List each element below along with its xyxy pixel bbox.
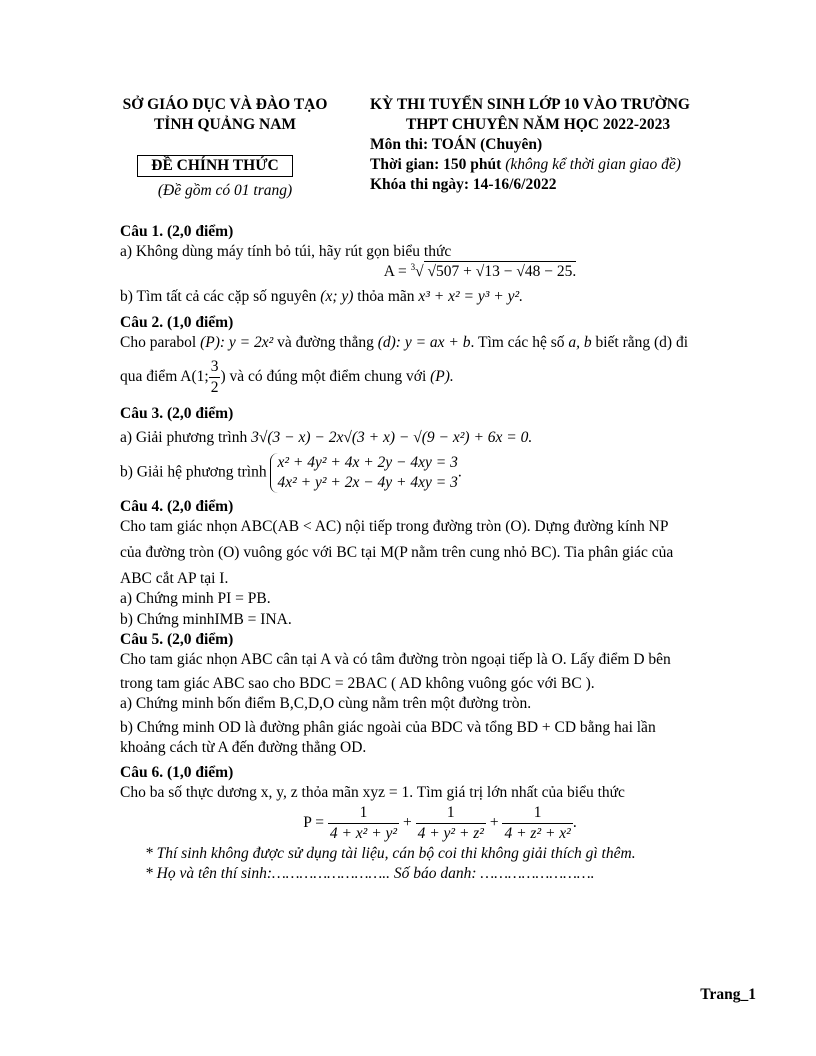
province-name: TỈNH QUẢNG NAM	[153, 116, 297, 133]
time-line	[370, 155, 770, 175]
q3-b-text: b) Giải hệ phương trình x² + 4y² + 4x + 2y − 4xy = 3 4x² + y² + 2x − 4y + 4xy = 3 .	[120, 453, 760, 493]
q6-line1: Cho ba số thực dương x, y, z thỏa mãn xyz = 1. Tìm giá trị lớn nhất của biểu thức	[120, 783, 625, 801]
q4-a: a) Chứng minh PI = PB.	[120, 590, 271, 608]
q6-title: Câu 6. (1,0 điểm)	[120, 763, 234, 781]
q3-a-text: a) Giải phương trình 3√(3 − x) − 2x√(3 + x) − √(9 − x²) + 6x = 0.	[120, 429, 533, 447]
q1-title: Câu 1. (2,0 điểm)	[120, 223, 234, 240]
equation-system: x² + 4y² + 4x + 2y − 4xy = 3 4x² + y² + 2x − 4y + 4xy = 3	[270, 453, 457, 493]
official-badge: ĐỀ CHÍNH THỨC	[137, 155, 293, 177]
q5-line2: trong tam giác ABC sao cho BDC = 2BAC ( AD không vuông góc với BC ).	[120, 674, 595, 692]
q2-line1: Cho parabol (P): y = 2x² và đường thẳng (d): y = ax + b. Tìm các hệ số a, b biết rằng (d) đi	[120, 333, 689, 351]
q2-line2: qua điểm A(1; $\frac{3}{2}$ ) và có đúng một điểm chung với (P).	[120, 357, 760, 398]
exam-title: KỲ THI TUYỂN SINH LỚP 10 VÀO TRƯỜNG	[370, 96, 690, 113]
page-count-note: (Đề gồm có 01 trang)	[157, 182, 293, 199]
fraction-term-1: $\frac{1}{\text{4 + x² + y²}}$	[329, 803, 398, 842]
q5-a: a) Chứng minh bốn điểm B,C,D,O cùng nằm trên một đường tròn.	[120, 695, 532, 713]
department-name: SỞ GIÁO DỤC VÀ ĐÀO TẠO	[122, 96, 328, 113]
q5-b-line1: b) Chứng minh OD là đường phân giác ngoài của BDC và tổng BD + CD bằng hai lần	[120, 719, 656, 737]
fraction-term-3: $\frac{1}{\text{4 + z² + x²}}$	[504, 803, 571, 842]
exam-header	[0, 95, 816, 205]
q2-title: Câu 2. (1,0 điểm)	[120, 313, 234, 331]
q6-expression: P = $\frac{1}{\text{4 + x² + y²}}$ + $\frac{1}{\text{4 + y² + z²}}$ + $\frac{1}{\text{4 + z² + x²}}$ .	[120, 803, 760, 844]
q5-b-line2: khoảng cách từ A đến đường thẳng OD.	[120, 739, 367, 757]
q1-a-text: a) Không dùng máy tính bỏ túi, hãy rút gọn biểu thức	[120, 243, 452, 261]
time-note: (không kể thời gian giao đề)	[505, 156, 681, 173]
q4-title: Câu 4. (2,0 điểm)	[120, 497, 234, 515]
q1-b-text: b) Tìm tất cả các cặp số nguyên (x; y) thỏa mãn x³ + x² = y³ + y².	[120, 287, 524, 305]
q4-line3: ABC cắt AP tại I.	[120, 570, 229, 588]
q5-title: Câu 5. (2,0 điểm)	[120, 630, 234, 648]
subject-line: Môn thi: TOÁN (Chuyên)	[370, 136, 543, 153]
fraction-term-2: $\frac{1}{\text{4 + y² + z²}}$	[417, 803, 484, 842]
q4-b: b) Chứng minhIMB = INA.	[120, 610, 292, 628]
exam-subtitle: THPT CHUYÊN NĂM HỌC 2022-2023	[406, 116, 671, 133]
q4-line2: của đường tròn (O) vuông góc với BC tại M(P nằm trên cung nhỏ BC). Tia phân giác của	[120, 544, 674, 562]
q3-title: Câu 3. (2,0 điểm)	[120, 405, 234, 423]
footer-note-2: * Họ và tên thí sinh:…………………….. Số báo danh: …………………….	[145, 865, 595, 883]
fraction-three-halves: $\frac{3}{2}$	[210, 358, 219, 397]
q1-a-expression: A = $^3$√ √507 + √13 − √48 − 25.	[383, 262, 577, 281]
exam-content	[120, 222, 760, 884]
time-label: Thời gian: 150 phút	[370, 156, 502, 173]
footer-note-1: * Thí sinh không được sử dụng tài liệu, cán bộ coi thi không giải thích gì thêm.	[145, 845, 636, 863]
exam-date: Khóa thi ngày: 14-16/6/2022	[370, 176, 557, 193]
page-number: Trang_1	[700, 986, 756, 1003]
q4-line1: Cho tam giác nhọn ABC(AB < AC) nội tiếp trong đường tròn (O). Dựng đường kính NP	[120, 517, 669, 535]
q5-line1: Cho tam giác nhọn ABC cân tại A và có tâm đường tròn ngoại tiếp là O. Lấy điểm D bên	[120, 650, 671, 668]
